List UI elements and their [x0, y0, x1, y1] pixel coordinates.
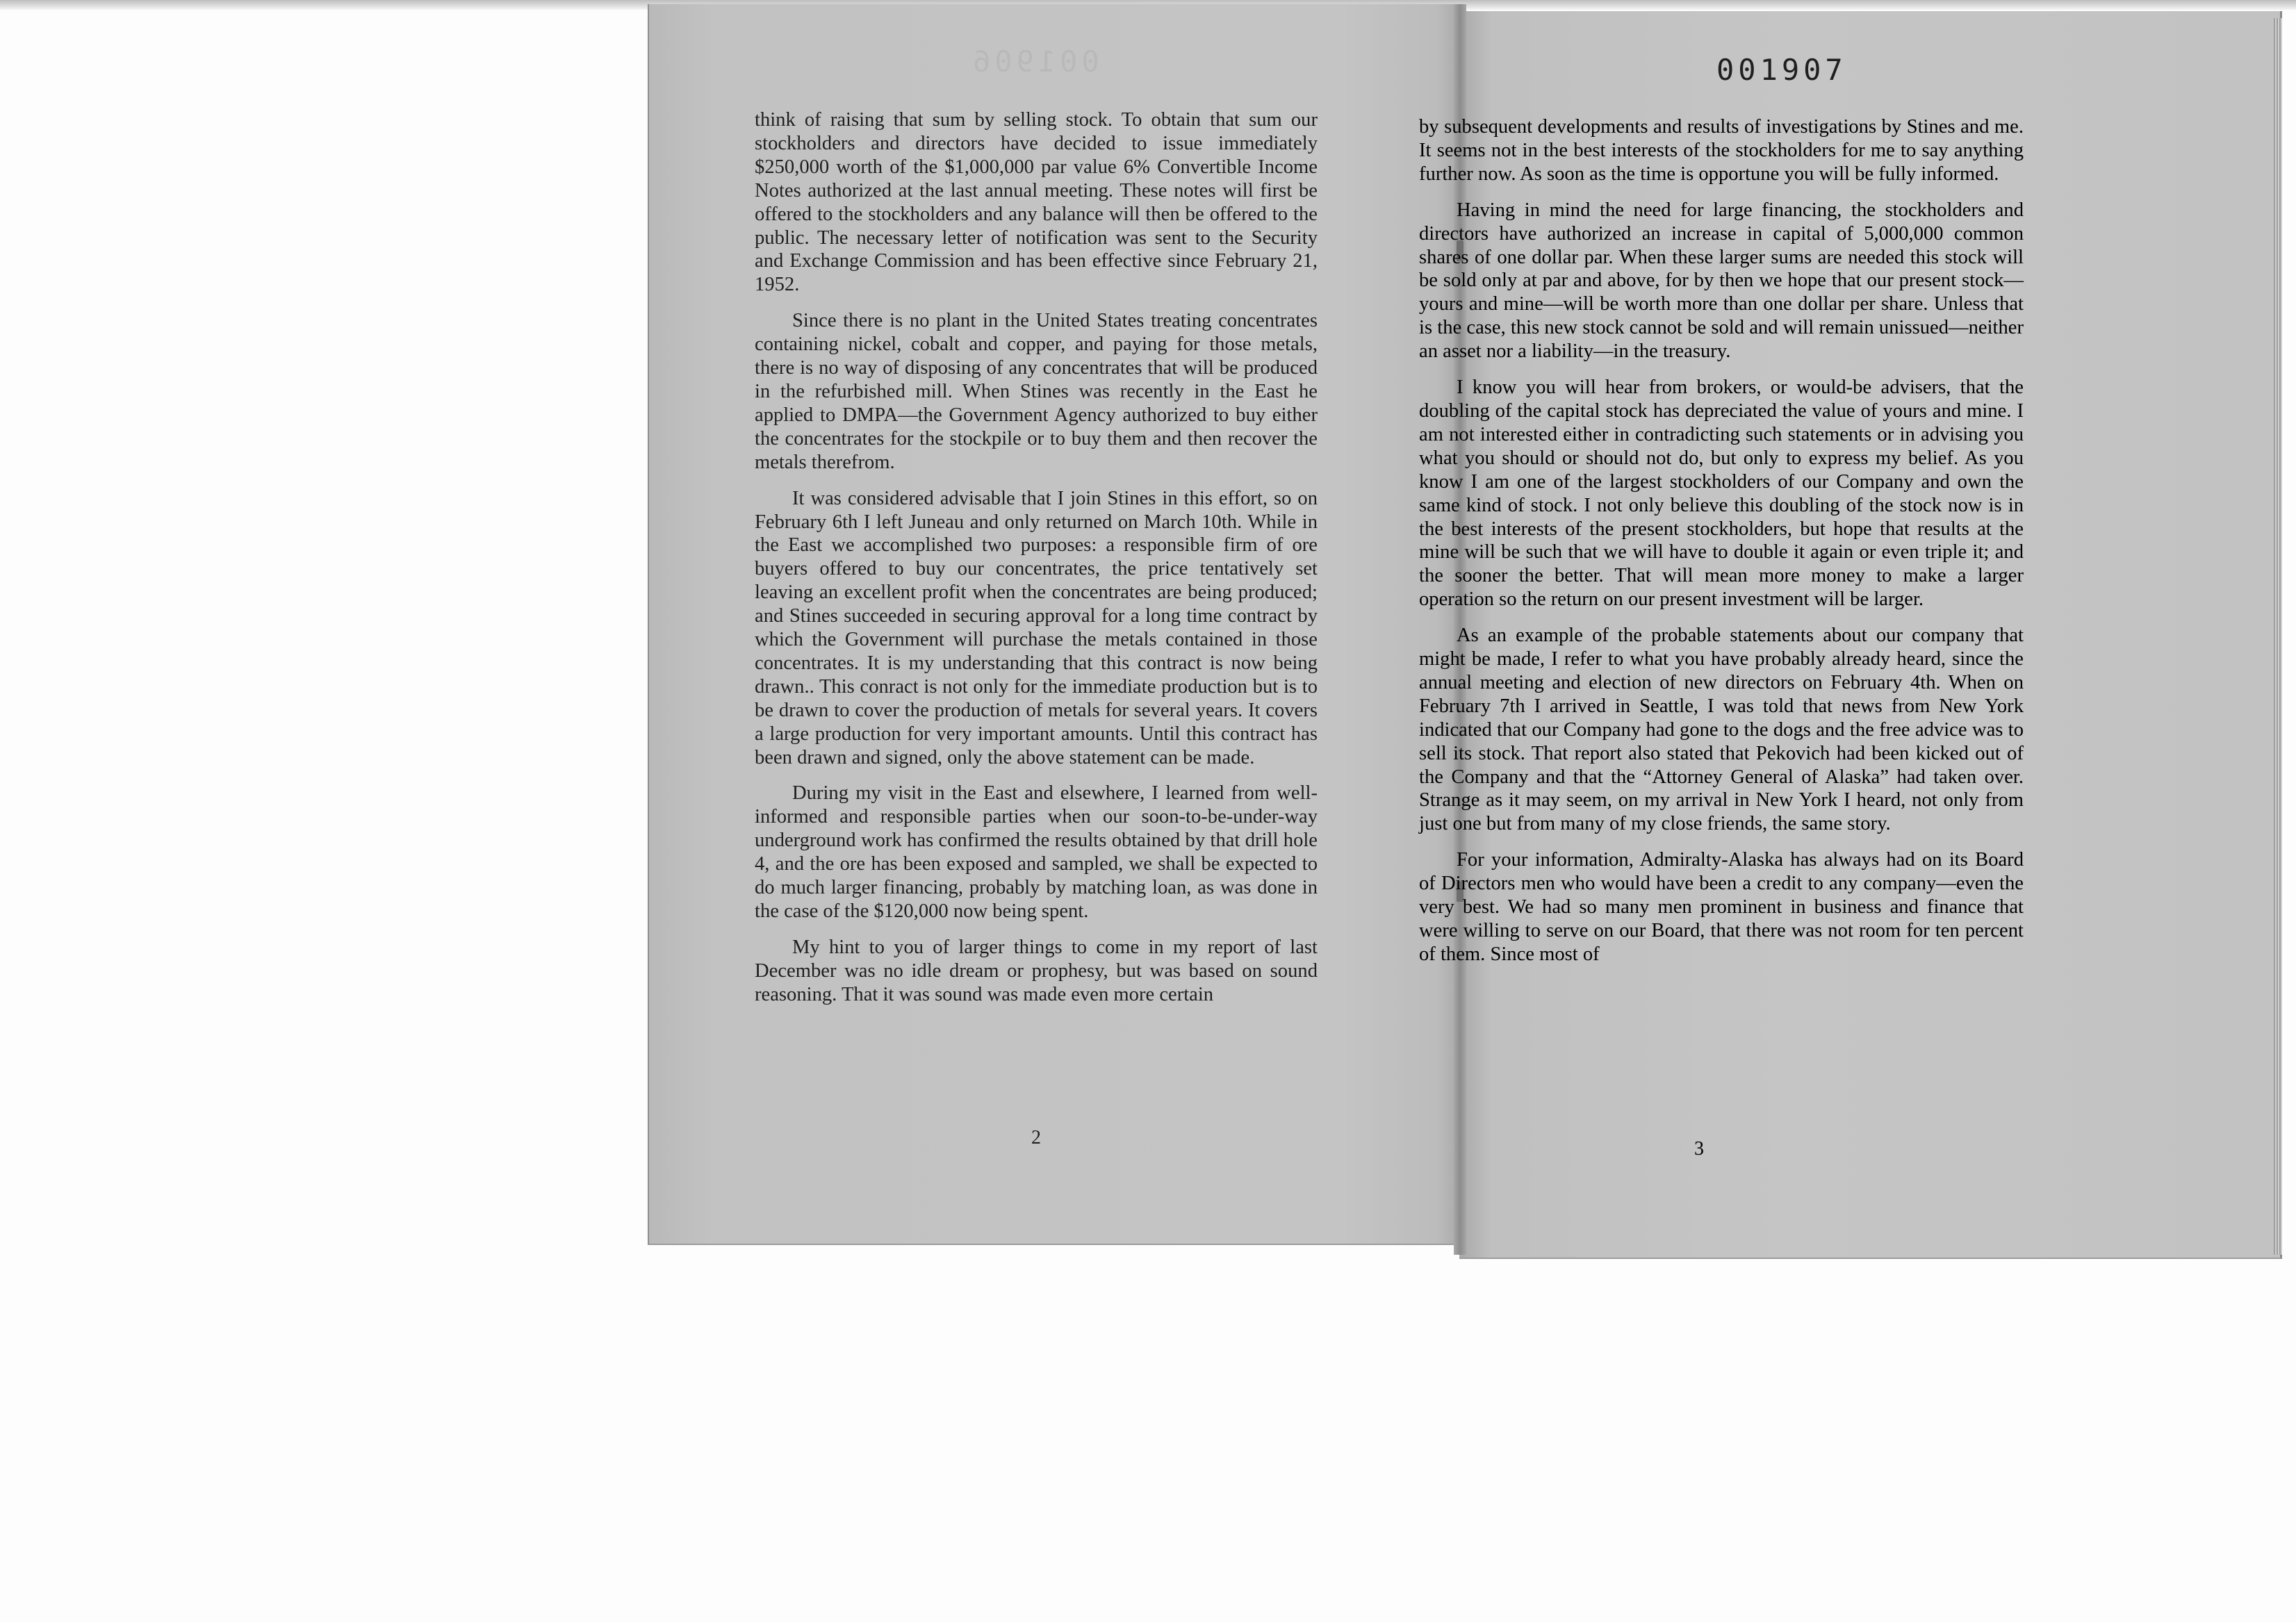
page-number: 3 [1694, 1138, 1704, 1160]
paragraph: think of raising that sum by selling stock. To obtain that sum our stockholders and directors have decided to issue immediately $250,000 worth of the $1,000,000 par value 6% Convertible Income Notes authorized at the last annual meeting. These notes will first be offered to the stockholders and any balance will then be offered to the public. The necessary letter of notification was sent to the Security and Exchange Commission and has been effective since February 21, 1952. [755, 109, 1318, 296]
paragraph: Having in mind the need for large financing, the stockholders and directors have authorized an increase in capital of 5,000,000 common shares of one dollar par. When these larger sums are needed this stock will be sold only at par and above, for by then we hope that our present stock—yours and mine—will be worth more than one dollar per share. Unless that is the case, this new stock cannot be sold and will remain unissued—neither an asset nor a liability—in the treasury. [1419, 199, 2024, 363]
paragraph: During my visit in the East and elsewhere, I learned from well-informed and responsible parties when our soon-to-be-under-way underground work has confirmed the results obtained by that drill hole 4, and the ore has been exposed and sampled, we shall be expected to do much larger financing, probably by matching loan, as was done in the case of the $120,000 now being spent. [755, 782, 1318, 922]
booklet-spread [648, 4, 2282, 1255]
paragraph: I know you will hear from brokers, or would-be advisers, that the doubling of the capital stock has depreciated the value of yours and mine. I am not interested either in contradicting such statements or in advising you what you should or should not do, but only to express my belief. As you know I am one of the largest stockholders of our Company and own the same kind of stock. I not only believe this doubling of the stock now is in the best interests of the present stockholders, but hope that results at the mine will be such that we will have to double it again or even triple it; and the sooner the better. That will mean more money to make a larger operation so the return on our present investment will be larger. [1419, 377, 2024, 611]
paragraph: by subsequent developments and results of investigations by Stines and me. It seems not in the best interests of the stockholders for me to say anything further now. As soon as the time is opportune you will be fully informed. [1419, 116, 2024, 185]
page-edges [2274, 18, 2282, 1255]
page-number: 2 [1031, 1127, 1041, 1148]
document-number-stamp: 001907 [1716, 53, 1847, 87]
paragraph: For your information, Admiralty-Alaska has always had on its Board of Directors men who would have been a credit to any company—even the very best. We had so many men prominent in business and finance that were willing to serve on our Board, that there was not room for ten percent of them. Since most of [1419, 849, 2024, 965]
right-page-text [1419, 115, 2024, 979]
left-page [648, 4, 1461, 1245]
left-page-text [755, 108, 1318, 1019]
paragraph: Since there is no plant in the United States treating concentrates containing nickel, cobalt and copper, and paying for those metals, there is no way of disposing of any concentrates that will be produced in the refurbished mill. When Stines was recently in the East he applied to DMPA—the Government Agency authorized to buy either the concentrates for the stockpile or to buy them and then recover the metals therefrom. [755, 310, 1318, 473]
paragraph: It was considered advisable that I join Stines in this effort, so on February 6th I left Juneau and only returned on March 10th. While in the East we accomplished two purposes: a responsible firm of ore buyers offered to buy our concentrates, the price tentatively set leaving an excellent profit when the concentrates are being produced; and Stines succeeded in securing approval for a long time contract by which the Government will purchase the metals contained in those concentrates. It is my understanding that this contract is now being drawn.. This conract is not only for the immediate production but is to be drawn to cover the production of metals for several years. It covers a large production for very important amounts. Until this contract has been drawn and signed, only the above statement can be made. [755, 487, 1318, 768]
bleed-through-stamp: 001906 [969, 44, 1099, 79]
paragraph: As an example of the probable statements about our company that might be made, I refer to what you have probably already heard, since the annual meeting and election of new directors on February 4th. When on February 7th I arrived in Seattle, I was told that news from New York indicated that our Company had gone to the dogs and the free advice was to sell its stock. That report also stated that Pekovich had been kicked out of the Company and that the “Attorney General of Alaska” had taken over. Strange as it may seem, on my arrival in New York I heard, not only from just one but from many of my close friends, the same story. [1419, 625, 2024, 835]
paragraph: My hint to you of larger things to come in my report of last December was no idle dream or prophesy, but was based on sound reasoning. That it was sound was made even more certain [755, 936, 1318, 1005]
